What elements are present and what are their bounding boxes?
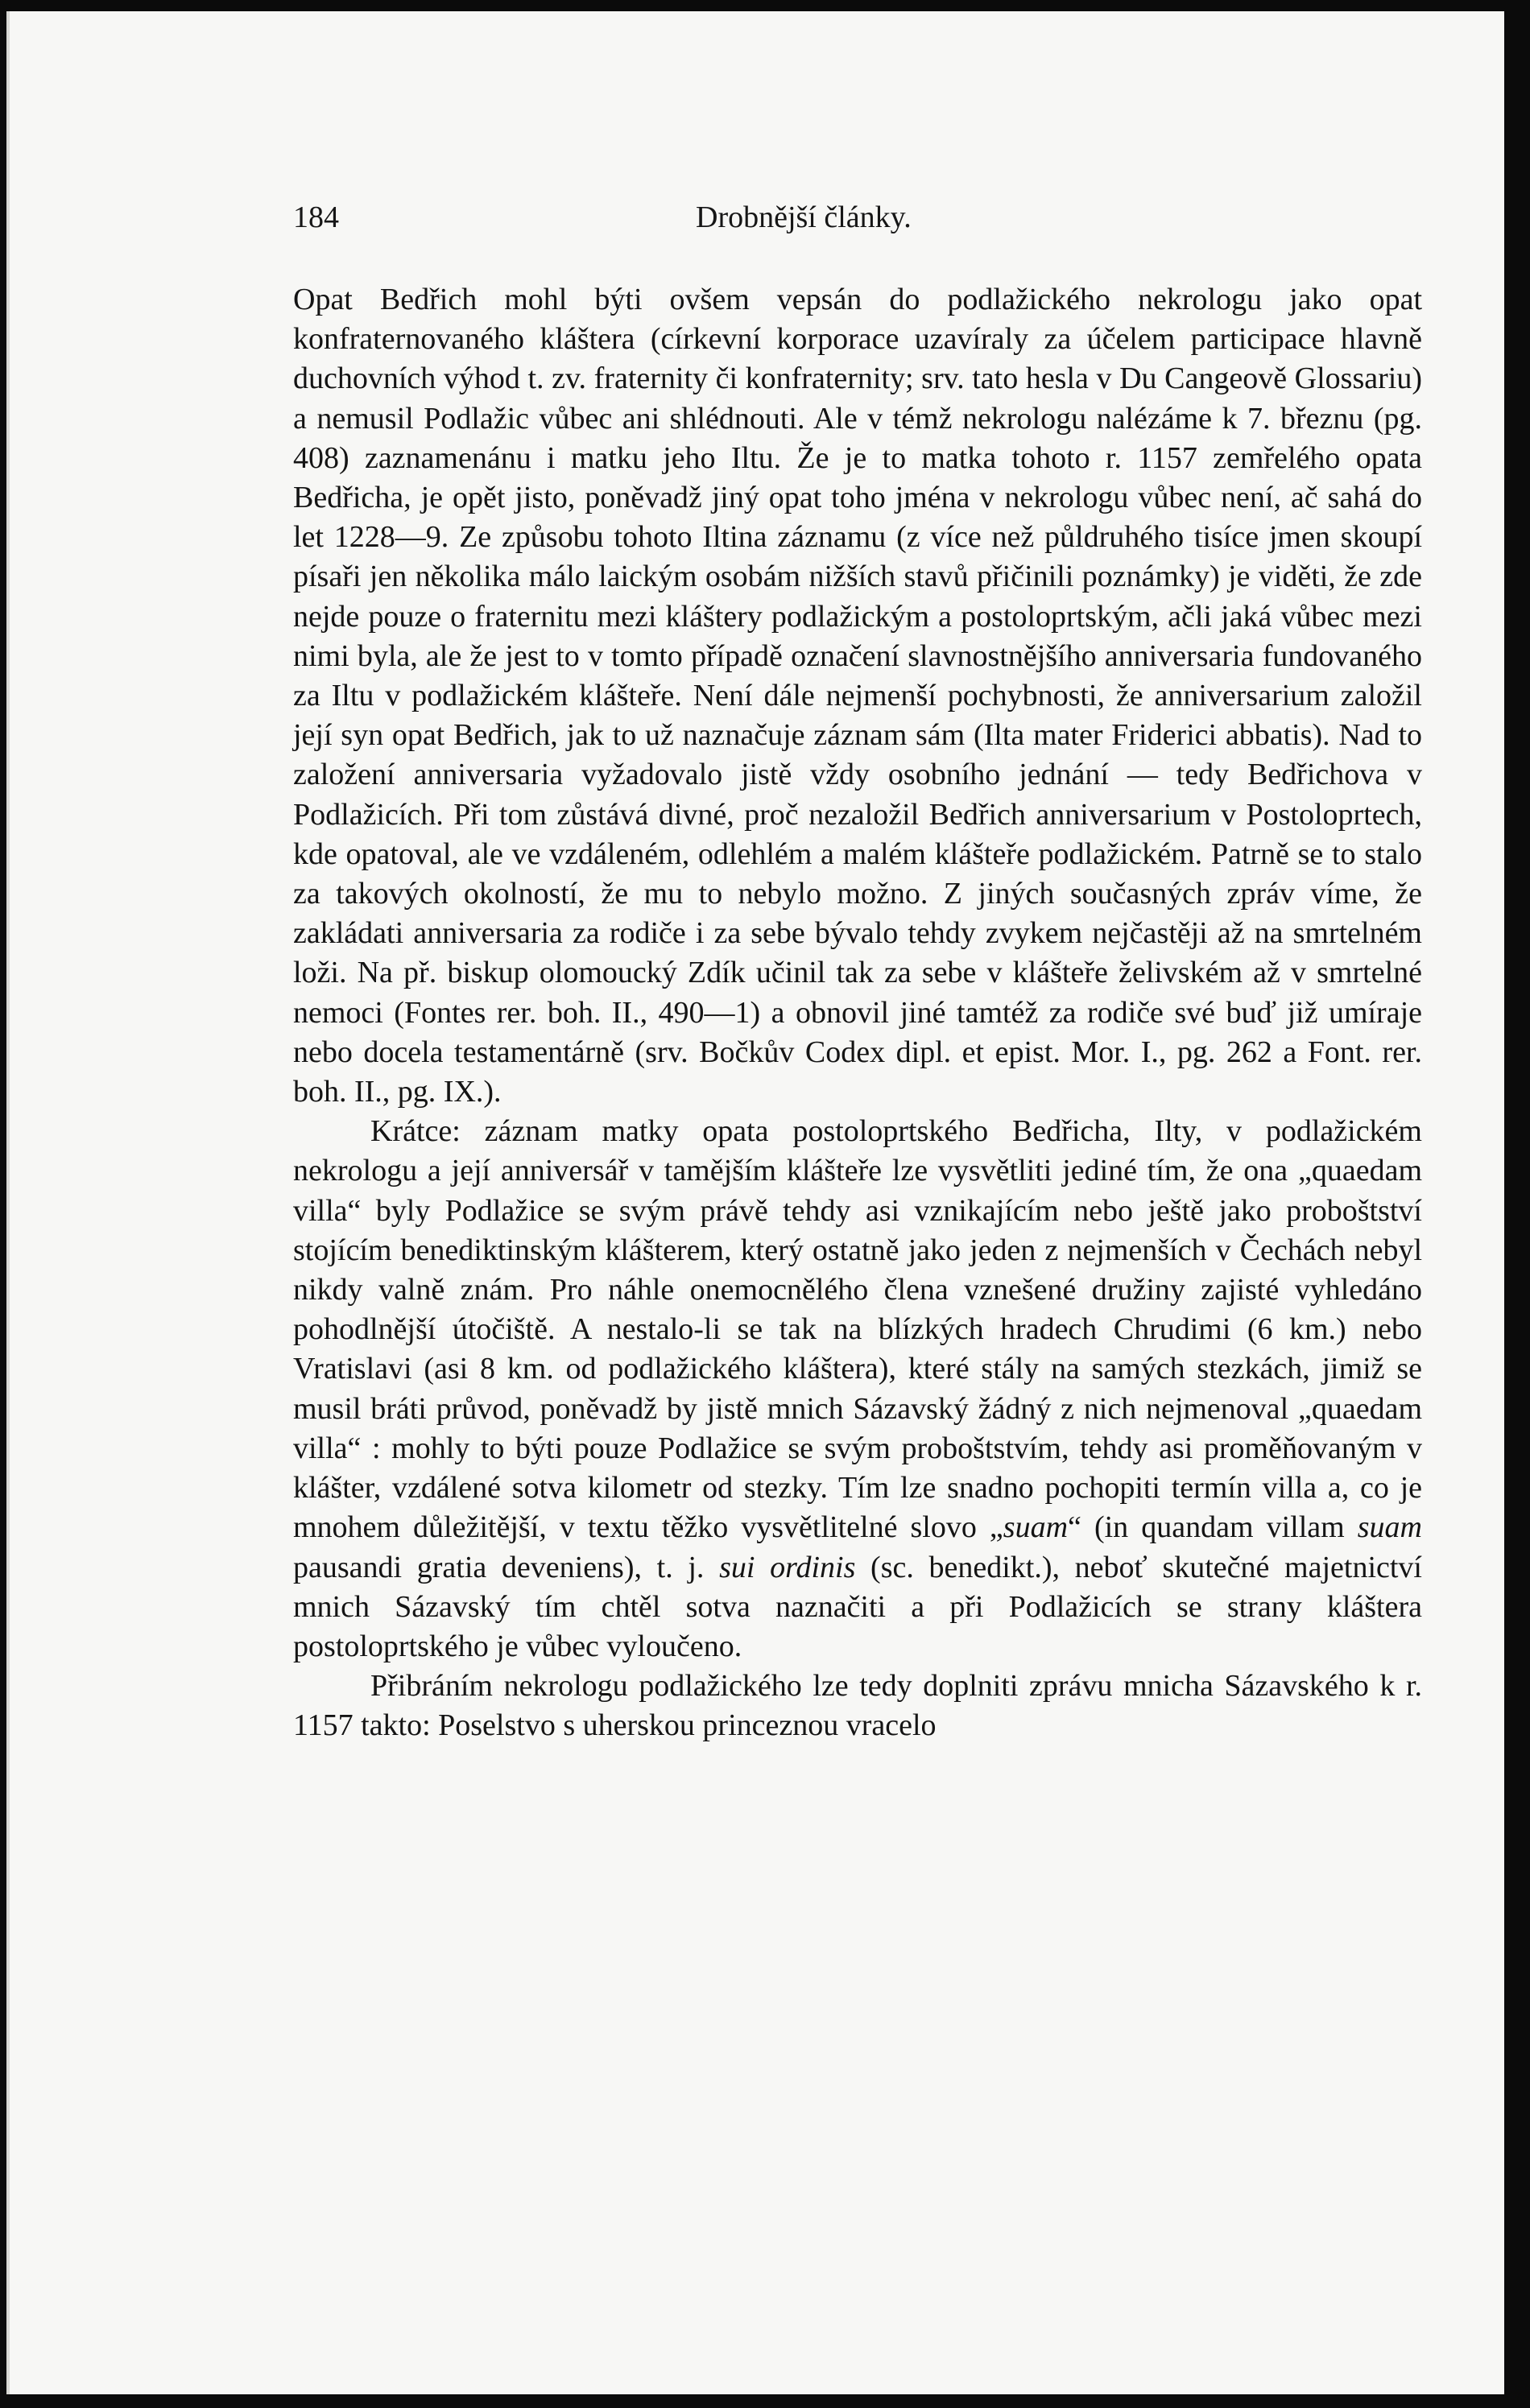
page-edge xyxy=(6,11,10,2394)
paragraph-2-text-c: pausandi gratia deveniens), t. j. xyxy=(293,1550,720,1584)
running-header xyxy=(293,200,1195,248)
page-number: 184 xyxy=(293,200,339,234)
paragraph-3: Přibráním nekrologu podlažického lze tedy doplniti zprávu mnicha Sázavského k r. 1157 takto: Poselstvo s uherskou princeznou vracelo xyxy=(293,1669,1422,1743)
paragraph-1: Opat Bedřich mohl býti ovšem vepsán do podlažického nekrologu jako opat konfraternovaného kláštera (církevní korporace uzavíraly za účelem participace hlavně duchovních výhod t. zv. fraternity či konfraternity; srv. tato hesla v Du Cangeově Glossariu) a nemusil Podlažic vůbec ani shlédnouti. Ale v témž nekrologu nalézáme k 7. březnu (pg. 408) zaznamenánu i matku jeho Iltu. Že je to matka tohoto r. 1157 zemřelého opata Bedřicha, je opět jisto, poněvadž jiný opat toho jména v nekrologu vůbec není, ač sahá do let 1228—9. Ze způsobu tohoto Iltina záznamu (z více než půldruhého tisíce jmen skoupí písaři jen několika málo laickým osobám nižších stavů přičinili poznámky) je viděti, že zde nejde pouze o fraternitu mezi kláštery podlažickým a postoloprtským, ačli jaká vůbec mezi nimi byla, ale že jest to v tomto případě označení slavnostnějšího anniversaria fundovaného za Iltu v podlažickém klášteře. Není dále nejmenší pochybnosti, že anniversarium založil její syn opat Bedřich, jak to už naznačuje záznam sám (Ilta mater Friderici abbatis). Nad to založení anniversaria vyžadovalo jistě vždy osobního jednání — tedy Bedřichova v Podlažicích. Při tom zůstává divné, proč nezaložil Bedřich anniversarium v Postoloprtech, kde opatoval, ale ve vzdáleném, odlehlém a malém klášteře podlažickém. Patrně se to stalo za takových okolností, že mu to nebylo možno. Z jiných současných zpráv víme, že zakládati anniversaria za rodiče i za sebe bývalo tehdy zvykem nejčastěji až na smrtelném loži. Na př. biskup olomoucký Zdík učinil tak za sebe v klášteře želivském až v smrtelné nemoci (Fontes rer. boh. II., 490—1) a obnovil jiné tamtéž za rodiče své buď již umíraje nebo docela testamentárně (srv. Bočkův Codex dipl. et epist. Mor. I., pg. 262 a Font. rer. boh. II., pg. IX.). xyxy=(293,283,1422,1109)
running-title: Drobnější články. xyxy=(696,200,912,234)
paragraph-2-text-a: Krátce: záznam matky opata postoloprtského Bedřicha, Ilty, v podlažickém nekrologu a její anniversář v tamějším klášteře lze vysvětliti jediné tím, že ona „quaedam villa“ byly Podlažice se svým právě tehdy asi vznikajícím nebo ještě jako proboštství stojícím benediktinským klášterem, který ostatně jako jeden z nejmenších v Čechách nebyl nikdy valně znám. Pro náhle onemocnělého člena vznešené družiny zajisté vyhledáno pohodlnější útočiště. A nestalo-li se tak na blízkých hradech Chrudimi (6 km.) nebo Vratislavi (asi 8 km. od podlažického kláštera), které stály na samých stezkách, jimiž se musil bráti průvod, poněvadž by jistě mnich Sázavský žádný z nich nejmenoval „quaedam villa“ : mohly to býti pouze Podlažice se svým proboštstvím, tehdy asi proměňovaným v klášter, vzdálené sotva kilometr od stezky. Tím lze snadno pochopiti termín villa a, co je mnohem důležitější, v textu těžko vysvětlitelné slovo „ xyxy=(293,1114,1422,1545)
italic-sui-ordinis: sui ordinis xyxy=(719,1550,856,1584)
paragraph-2-text-b: “ (in quandam villam xyxy=(1068,1510,1358,1545)
italic-suam-1: suam xyxy=(1003,1510,1069,1545)
paragraph-2 xyxy=(293,1112,1422,1667)
paragraph-2-text-d: (sc. benedikt.), neboť skutečné majetnictví mnich Sázavský tím chtěl sotva naznačiti a při Podlažicích se strany kláštera postoloprtského je vůbec vyloučeno. xyxy=(293,1550,1422,1663)
body-text xyxy=(293,280,1422,1746)
italic-suam-2: suam xyxy=(1357,1510,1422,1545)
